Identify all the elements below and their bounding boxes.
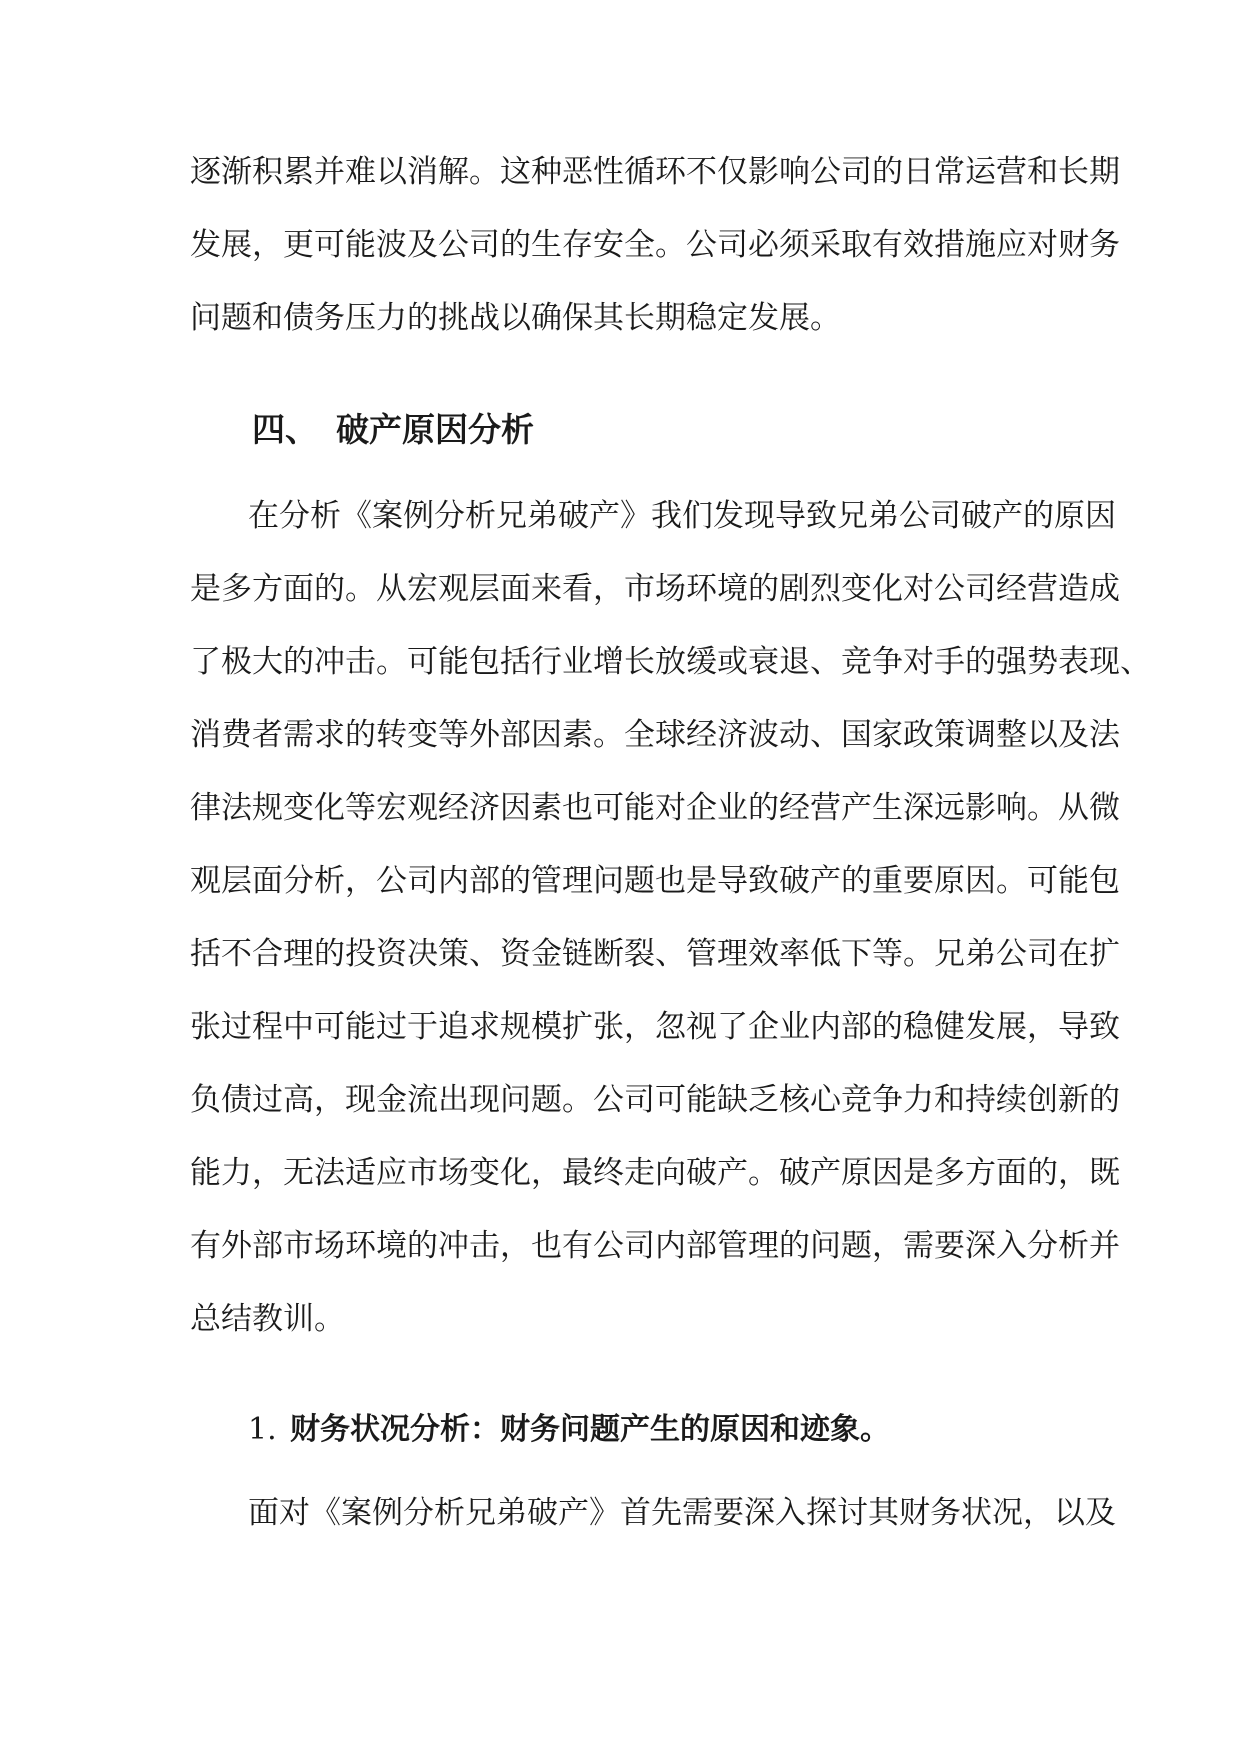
paragraph-2-line-12: 总结教训。 xyxy=(190,1301,345,1337)
paragraph-2-line-11: 有外部市场环境的冲击，也有公司内部管理的问题，需要深入分析并 xyxy=(190,1228,1120,1264)
paragraph-1-line-3: 问题和债务压力的挑战以确保其长期稳定发展。 xyxy=(190,300,841,336)
paragraph-2-line-5: 律法规变化等宏观经济因素也可能对企业的经营产生深远影响。从微 xyxy=(190,790,1120,826)
paragraph-2-line-3: 了极大的冲击。可能包括行业增长放缓或衰退、竞争对手的强势表现、 xyxy=(190,644,1151,680)
subsection-heading xyxy=(248,1410,890,1450)
paragraph-2-line-2: 是多方面的。从宏观层面来看，市场环境的剧烈变化对公司经营造成 xyxy=(190,571,1120,607)
paragraph-3-line-1: 面对《案例分析兄弟破产》首先需要深入探讨其财务状况，以及 xyxy=(248,1495,1116,1531)
paragraph-2-line-9: 负债过高，现金流出现问题。公司可能缺乏核心竞争力和持续创新的 xyxy=(190,1082,1120,1118)
paragraph-1-line-2: 发展，更可能波及公司的生存安全。公司必须采取有效措施应对财务 xyxy=(190,227,1120,263)
paragraph-2-line-8: 张过程中可能过于追求规模扩张，忽视了企业内部的稳健发展，导致 xyxy=(190,1009,1120,1045)
paragraph-2-line-6: 观层面分析，公司内部的管理问题也是导致破产的重要原因。可能包 xyxy=(190,863,1120,899)
section-title: 破产原因分析 xyxy=(336,410,534,449)
subsection-title: 财务状况分析：财务问题产生的原因和迹象。 xyxy=(290,1412,890,1447)
paragraph-2-line-4: 消费者需求的转变等外部因素。全球经济波动、国家政策调整以及法 xyxy=(190,717,1120,753)
paragraph-1-line-1: 逐渐积累并难以消解。这种恶性循环不仅影响公司的日常运营和长期 xyxy=(190,154,1120,190)
section-number: 四、 xyxy=(252,410,318,449)
paragraph-2-line-1: 在分析《案例分析兄弟破产》我们发现导致兄弟公司破产的原因 xyxy=(248,498,1116,534)
paragraph-2-line-7: 括不合理的投资决策、资金链断裂、管理效率低下等。兄弟公司在扩 xyxy=(190,936,1120,972)
section-heading xyxy=(252,408,534,452)
paragraph-2-line-10: 能力，无法适应市场变化，最终走向破产。破产原因是多方面的，既 xyxy=(190,1155,1120,1191)
subsection-number: 1. xyxy=(248,1412,277,1447)
